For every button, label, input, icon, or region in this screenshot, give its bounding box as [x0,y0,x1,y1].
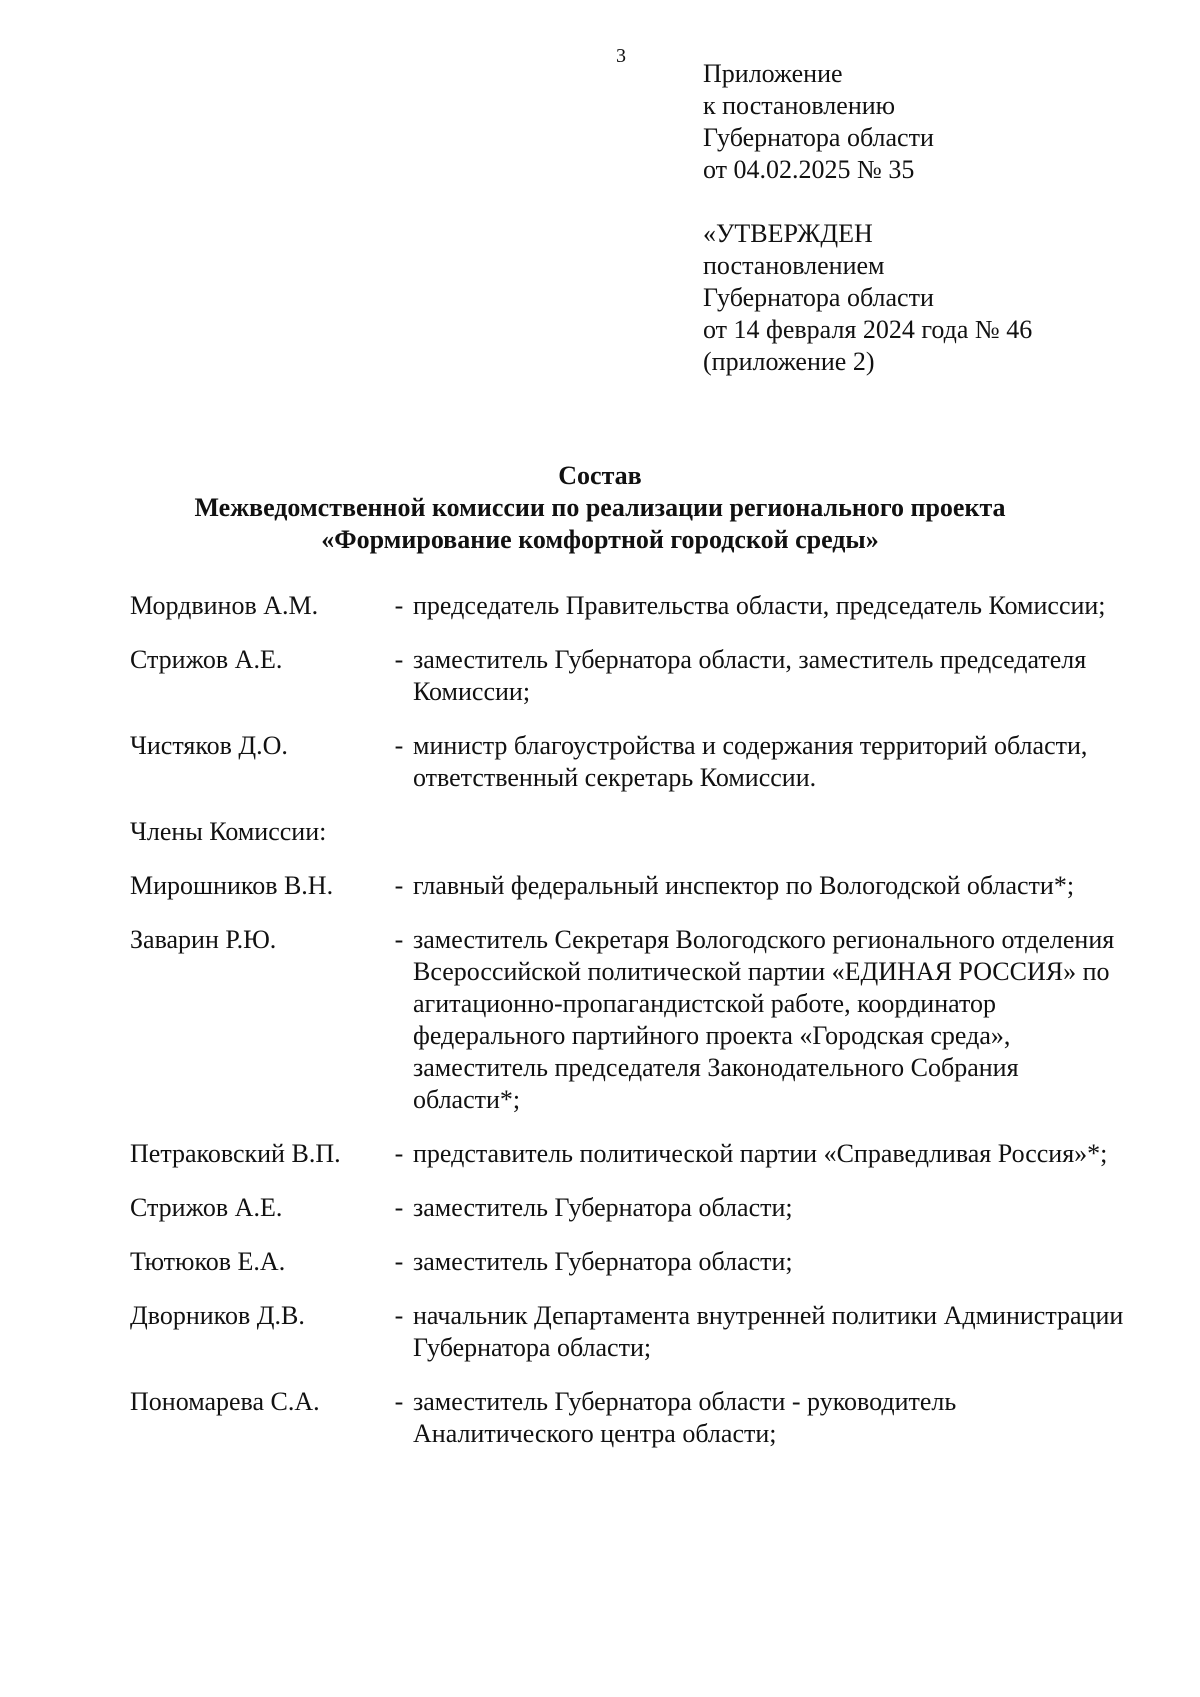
member-name: Петраковский В.П. [130,1139,341,1168]
member-role: заместитель Губернатора области; [413,1193,793,1222]
roster-entry [130,590,1130,622]
member-name: Стрижов А.Е. [130,1193,283,1222]
roster-entry [130,924,1130,1116]
roster-entry [130,730,1130,794]
approved-line: «УТВЕРЖДЕН [703,219,873,248]
roster-entry [130,1386,1130,1450]
member-role: министр благоустройства и содержания территорий области, ответственный секретарь Комиссии. [413,731,1088,792]
member-name: Дворников Д.В. [130,1301,305,1330]
commission-roster [130,590,1130,1450]
annex-line: Приложение [703,59,843,88]
member-role: заместитель Губернатора области, заместитель председателя Комиссии; [413,645,1087,706]
dash-separator: - [394,925,404,954]
member-role: представитель политической партии «Справедливая Россия»*; [413,1139,1108,1168]
member-name: Мордвинов А.М. [130,591,319,620]
roster-entry [130,1138,1130,1170]
member-name: Стрижов А.Е. [130,645,283,674]
member-role: председатель Правительства области, председатель Комиссии; [413,591,1106,620]
approved-line: постановлением [703,251,885,280]
dash-separator: - [394,871,404,900]
annex-line: Губернатора области [703,123,934,152]
member-name: Пономарева С.А. [130,1387,320,1416]
title-line: Межведомственной комиссии по реализации регионального проекта [194,493,1006,522]
dash-separator: - [394,591,404,620]
member-name: Чистяков Д.О. [130,731,288,760]
roster-entry [130,1300,1130,1364]
page-number: 3 [616,45,626,67]
member-role: главный федеральный инспектор по Вологодской области*; [413,871,1075,900]
approved-stamp [703,218,1032,378]
roster-entry [130,1246,1130,1278]
member-name: Заварин Р.Ю. [130,925,277,954]
annex-header [703,58,934,186]
roster-entry [130,870,1130,902]
member-role: заместитель Губернатора области; [413,1247,793,1276]
roster-entry [130,644,1130,708]
approved-line: (приложение 2) [703,347,875,376]
title-line: Состав [558,461,642,490]
document-title [0,460,1200,556]
dash-separator: - [394,731,404,760]
member-role: заместитель Секретаря Вологодского регионального отделения Всероссийской политической партии «ЕДИНАЯ РОССИЯ» по агитационно-пропагандистской работе, координатор федерального партийного проекта «Городская среда», заместитель председателя Законодательного Собрания области*; [413,925,1115,1114]
approved-line: Губернатора области [703,283,934,312]
dash-separator: - [394,1193,404,1222]
approved-line: от 14 февраля 2024 года № 46 [703,315,1033,344]
member-role: заместитель Губернатора области - руководитель Аналитического центра области; [413,1387,957,1448]
member-name: Мирошников В.Н. [130,871,334,900]
member-role: начальник Департамента внутренней политики Администрации Губернатора области; [413,1301,1124,1362]
dash-separator: - [394,1301,404,1330]
annex-line: к постановлению [703,91,896,120]
dash-separator: - [394,645,404,674]
dash-separator: - [394,1247,404,1276]
dash-separator: - [394,1139,404,1168]
roster-entry [130,1192,1130,1224]
title-line: «Формирование комфортной городской среды» [321,525,879,554]
annex-line: от 04.02.2025 № 35 [703,155,915,184]
member-name: Тютюков Е.А. [130,1247,286,1276]
dash-separator: - [394,1387,404,1416]
members-label: Члены Комиссии: [130,817,327,846]
